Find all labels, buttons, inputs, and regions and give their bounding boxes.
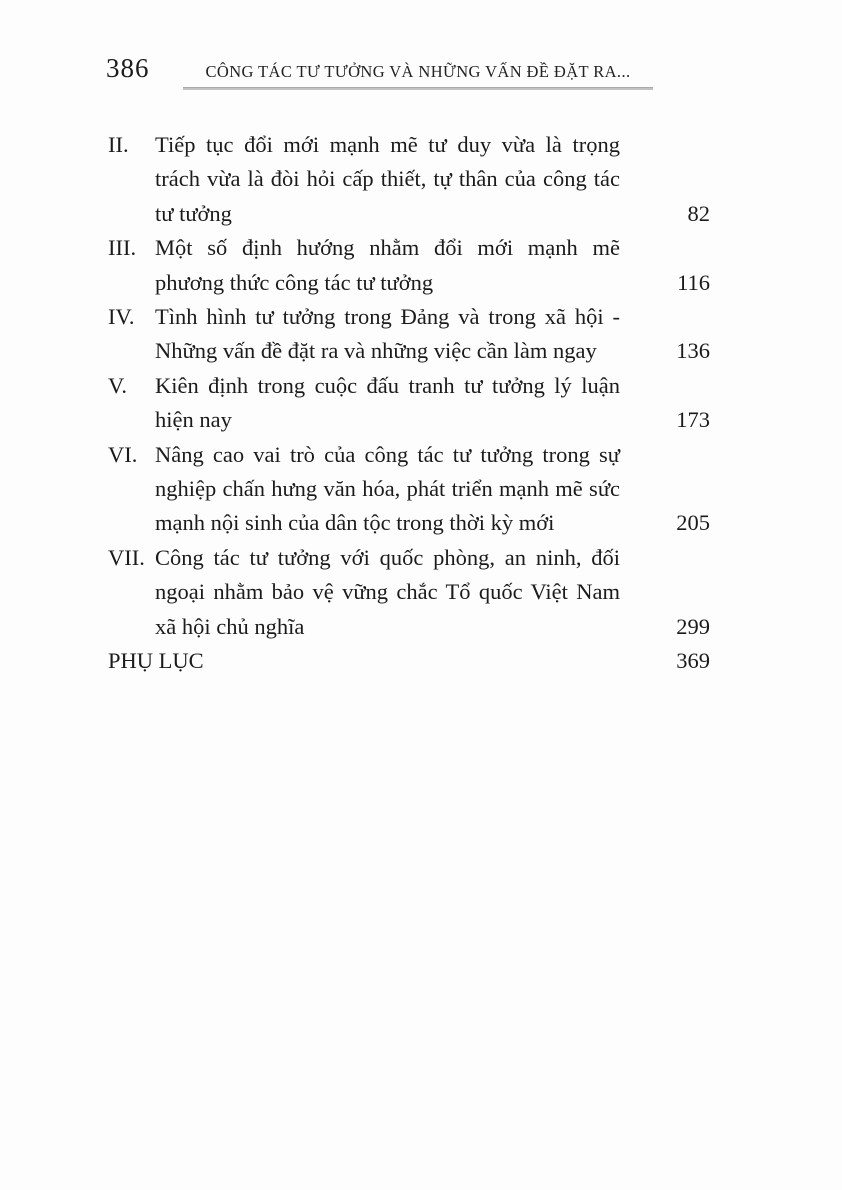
toc-entry-title: Một số định hướng nhằm đổi mới mạnh mẽ phương thức công tác tư tưởng [155, 235, 620, 295]
toc-entry [108, 541, 710, 644]
toc-entry-title: Công tác tư tưởng với quốc phòng, an ninh, đối ngoại nhằm bảo vệ vững chắc Tổ quốc Việt Nam xã hội chủ nghĩa [155, 544, 620, 639]
toc-entry-page-number: 173 [676, 407, 710, 433]
toc-entry-numeral: V. [108, 372, 127, 398]
page-header [0, 0, 842, 110]
toc-entry-page-number: 299 [676, 613, 710, 639]
toc-entry [108, 300, 710, 369]
header-rule [183, 87, 653, 90]
toc-entry-title: Kiên định trong cuộc đấu tranh tư tưởng lý luận hiện nay [155, 372, 620, 433]
toc-entry-title: Tình hình tư tưởng trong Đảng và trong xã hội - Những vấn đề đặt ra và những việc cần làm ngay [155, 304, 620, 364]
toc-entry-page-number: 136 [676, 338, 710, 364]
toc-entry-title: Nâng cao vai trò của công tác tư tưởng trong sự nghiệp chấn hưng văn hóa, phát triển mạnh mẽ sức mạnh nội sinh của dân tộc trong thời kỳ mới [155, 441, 620, 536]
toc-entry [108, 369, 710, 438]
folio-page-number: 386 [106, 53, 150, 83]
toc-entry-numeral: III. [108, 235, 137, 261]
toc-entry-appendix [108, 644, 710, 678]
toc-entry-numeral: VI. [108, 441, 138, 467]
toc-entry-page-number: 116 [677, 269, 710, 295]
toc-entry [108, 438, 710, 541]
toc-entry-page-number: 82 [687, 200, 710, 226]
table-of-contents [108, 128, 710, 679]
running-title: CÔNG TÁC TƯ TƯỞNG VÀ NHỮNG VẤN ĐỀ ĐẶT RA... [205, 62, 631, 81]
toc-entry-numeral: IV. [108, 304, 135, 330]
toc-entry-page-number: 205 [676, 510, 710, 536]
toc-entry-title: Tiếp tục đổi mới mạnh mẽ tư duy vừa là trọng trách vừa là đòi hỏi cấp thiết, tự thân của công tác tư tưởng [155, 132, 620, 226]
toc-entry-numeral: II. [108, 132, 129, 157]
toc-entry-numeral: VII. [108, 544, 145, 570]
toc-entry [108, 231, 710, 300]
toc-entry-title: PHỤ LỤC [108, 648, 204, 674]
toc-entry [108, 128, 710, 231]
toc-entry-page-number: 369 [676, 648, 710, 674]
